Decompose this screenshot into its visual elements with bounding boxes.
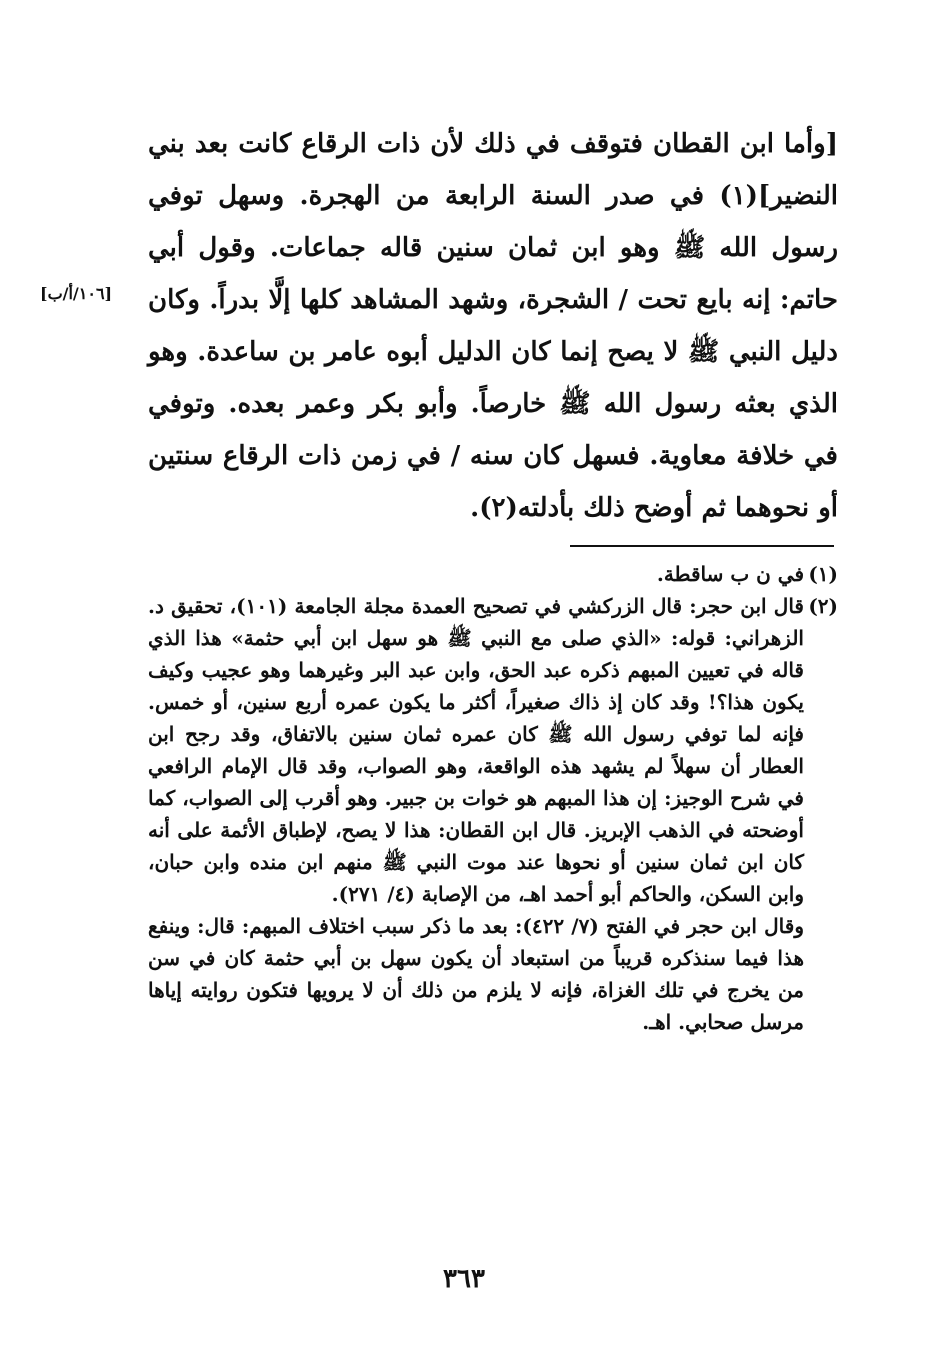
footnote-body [148, 590, 804, 1038]
page-number: ٣٦٣ [443, 1264, 485, 1294]
footnote-body [148, 558, 804, 590]
footnote-number: (٢) [808, 594, 838, 618]
manuscript-folio-marker: [١٠٦/أ/ب] [40, 284, 113, 303]
footnote-paragraph: في ن ب ساقطة. [656, 562, 804, 586]
main-text-block [148, 118, 838, 534]
footnote-2 [148, 590, 838, 1038]
footnote-paragraph: قال ابن حجر: قال الزركشي في تصحيح العمدة مجلة الجامعة (١٠١)، تحقيق د. الزهراني: قوله: «الذي صلى مع النبي ﷺ هو سهل ابن أبي حثمة» هذا الذي قاله في تعيين المبهم ذكره عبد الحق، وابن عبد البر وغيرهما وهو عجيب وكيف يكون هذا؟! وقد كان إذ ذاك صغيراً، أكثر ما يكون عمره أربع سنين، أو خمس. فإنه لما توفي رسول الله ﷺ كان عمره ثمان سنين بالاتفاق، وقد رجح ابن العطار أن سهلاً لم يشهد هذه الواقعة، وهو الصواب، وقد قال الإمام الرافعي في شرح الوجيز: إن هذا المبهم هو خوات بن جبير. وهو أقرب إلى الصواب، كما أوضحته في الذهب الإبريز. قال ابن القطان: هذا لا يصح، لإطباق الأئمة على أنه كان ابن ثمان سنين أو نحوها عند موت النبي ﷺ منهم ابن منده وابن حبان، وابن السكن، والحاكم أبو أحمد اهـ، من الإصابة (٤/ ٢٧١). [148, 594, 804, 906]
footnote-number: (١) [808, 562, 838, 586]
footnote-paragraph: وقال ابن حجر في الفتح (٧/ ٤٢٢): بعد ما ذكر سبب اختلاف المبهم: قال: وينفع هذا فيما سنذكره قريباً من استبعاد أن يكون سهل بن أبي حثمة كان في سن من يخرج في تلك الغزاة، فإنه لا يلزم من ذلك أن لا يرويها فتكون روايته إياها مرسل صحابي. اهـ. [148, 914, 804, 1034]
footnotes-section [148, 558, 838, 1038]
main-paragraph: [وأما ابن القطان فتوقف في ذلك لأن ذات الرقاع كانت بعد بني النضير](١) في صدر السنة الرابعة من الهجرة. وسهل توفي رسول الله ﷺ وهو ابن ثمان سنين قاله جماعات. وقول أبي حاتم: إنه بايع تحت / الشجرة، وشهد المشاهد كلها إلَّا بدراً. وكان دليل النبي ﷺ لا يصح إنما كان الدليل أبوه عامر بن ساعدة. وهو الذي بعثه رسول الله ﷺ خارصاً. وأبو بكر وعمر بعده. وتوفي في خلافة معاوية. فسهل كان سنه / في زمن ذات الرقاع سنتين أو نحوهما ثم أوضح ذلك بأدلته(٢). [148, 129, 838, 523]
footnote-divider [570, 545, 834, 547]
footnote-1 [148, 558, 838, 590]
